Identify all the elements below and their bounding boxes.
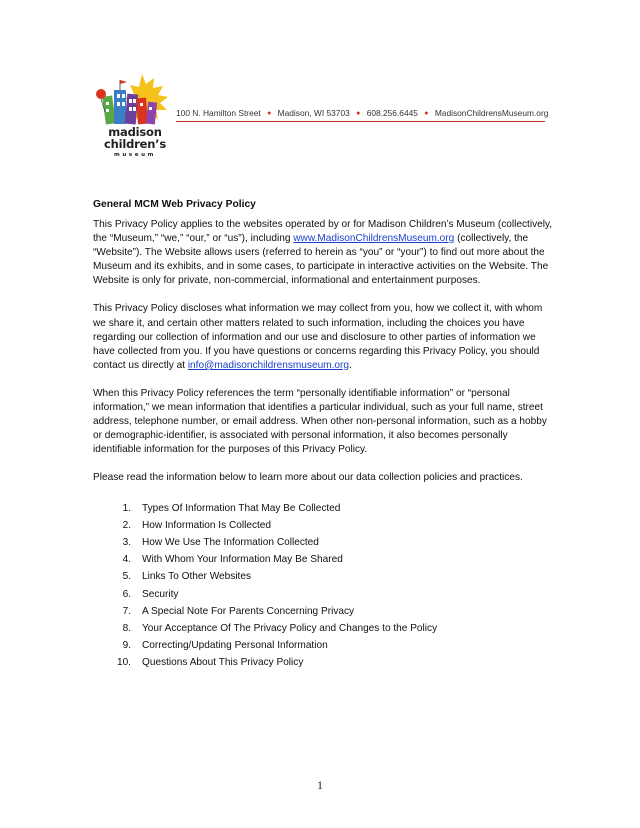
city-state-zip: Madison, WI 53703 <box>277 108 350 118</box>
paragraph-disclosure-end: . <box>348 359 352 371</box>
paragraph-definition: When this Privacy Policy references the term “personally identifiable information” or “personal information,” we mean information that identifies a particular individual, such as your full name, street address, telephone number, or email address. When other non-personal information, such as a hobby or demographic-identifier, is associated with personal information, it also becomes personally identifiable information for the purposes of this Privacy Policy. <box>93 387 547 456</box>
bullet-separator-icon: ● <box>356 110 361 117</box>
toc-item <box>110 534 553 551</box>
toc-label: Correcting/Updating Personal Information <box>142 640 328 652</box>
toc-number: 6. <box>122 588 131 600</box>
museum-logo-icon <box>92 72 174 128</box>
logo-line-museum: museum <box>114 152 156 158</box>
toc-item <box>110 568 553 585</box>
page-number: 1 <box>317 778 323 792</box>
paragraph-intro-text: This Privacy Policy applies to the websites operated by or for Madison Children’s Museum (collectively, the “Museum,” “we,” “our,” or “us”), including <box>93 219 553 245</box>
letterhead-website: MadisonChildrensMuseum.org <box>434 108 549 118</box>
toc-label: Security <box>142 588 179 600</box>
toc-label: A Special Note For Parents Concerning Privacy <box>142 605 355 617</box>
email-link[interactable]: info@madisonchildrensmuseum.org <box>187 359 349 371</box>
toc-label: How We Use The Information Collected <box>142 536 319 548</box>
toc-number: 9. <box>122 640 131 652</box>
toc-number: 5. <box>122 571 131 583</box>
letterhead-divider <box>176 121 545 122</box>
bullet-separator-icon: ● <box>267 110 272 117</box>
toc-label: With Whom Your Information May Be Shared <box>142 554 343 566</box>
toc-label: How Information Is Collected <box>142 519 272 531</box>
toc-number: 7. <box>122 605 131 617</box>
toc-item <box>110 654 553 671</box>
paragraph-intro-rest: (collectively, the “Website”). The Website allows users (referred to herein as “you” or “your”) to find out more about the Museum and its exhibits, and in some cases, to participate in interactive activities on the Website. The Website is only for private, non-commercial, informational and entertainment purposes. <box>93 233 549 287</box>
logo-wordmark <box>102 126 168 159</box>
paragraph-intro <box>93 218 553 288</box>
toc-item <box>110 551 553 568</box>
toc-label: Links To Other Websites <box>142 571 252 583</box>
logo-line-madison: madison <box>108 125 162 139</box>
paragraph-disclosure-text: This Privacy Policy discloses what information we may collect from you, how we collect it, with whom we share it, and certain other matters related to such information, including the choices you have regarding our collection of information and our use and disclosure to other parties of information we have collected from you. If you have questions or concerns regarding this Privacy Policy, you should contact us directly at <box>93 303 543 371</box>
toc-item <box>110 620 553 637</box>
toc-label: Your Acceptance Of The Privacy Policy and Changes to the Policy <box>142 622 438 634</box>
toc-number: 2. <box>122 519 131 531</box>
policy-title: General MCM Web Privacy Policy <box>93 199 256 210</box>
paragraph-disclosure <box>93 302 553 372</box>
toc-number: 3. <box>122 536 131 548</box>
table-of-contents <box>93 500 553 672</box>
toc-number: 10. <box>116 657 131 669</box>
logo-line-childrens: children’s <box>104 137 166 151</box>
policy-content <box>93 198 553 672</box>
toc-item <box>110 586 553 603</box>
toc-label: Types Of Information That May Be Collected <box>142 502 341 514</box>
street-address: 100 N. Hamilton Street <box>176 108 261 118</box>
website-link[interactable]: www.MadisonChildrensMuseum.org <box>293 233 455 245</box>
paragraph-instructions: Please read the information below to learn more about our data collection policies and practices. <box>93 472 523 484</box>
toc-item <box>110 603 553 620</box>
toc-number: 1. <box>122 502 131 514</box>
museum-logo <box>92 72 174 166</box>
letterhead-address <box>176 108 556 118</box>
bullet-separator-icon: ● <box>424 110 429 117</box>
toc-item <box>110 500 553 517</box>
toc-item <box>110 517 553 534</box>
phone-number: 608.256.6445 <box>366 108 418 118</box>
toc-number: 8. <box>122 622 131 634</box>
toc-label: Questions About This Privacy Policy <box>142 657 304 669</box>
toc-item <box>110 637 553 654</box>
toc-number: 4. <box>122 554 131 566</box>
